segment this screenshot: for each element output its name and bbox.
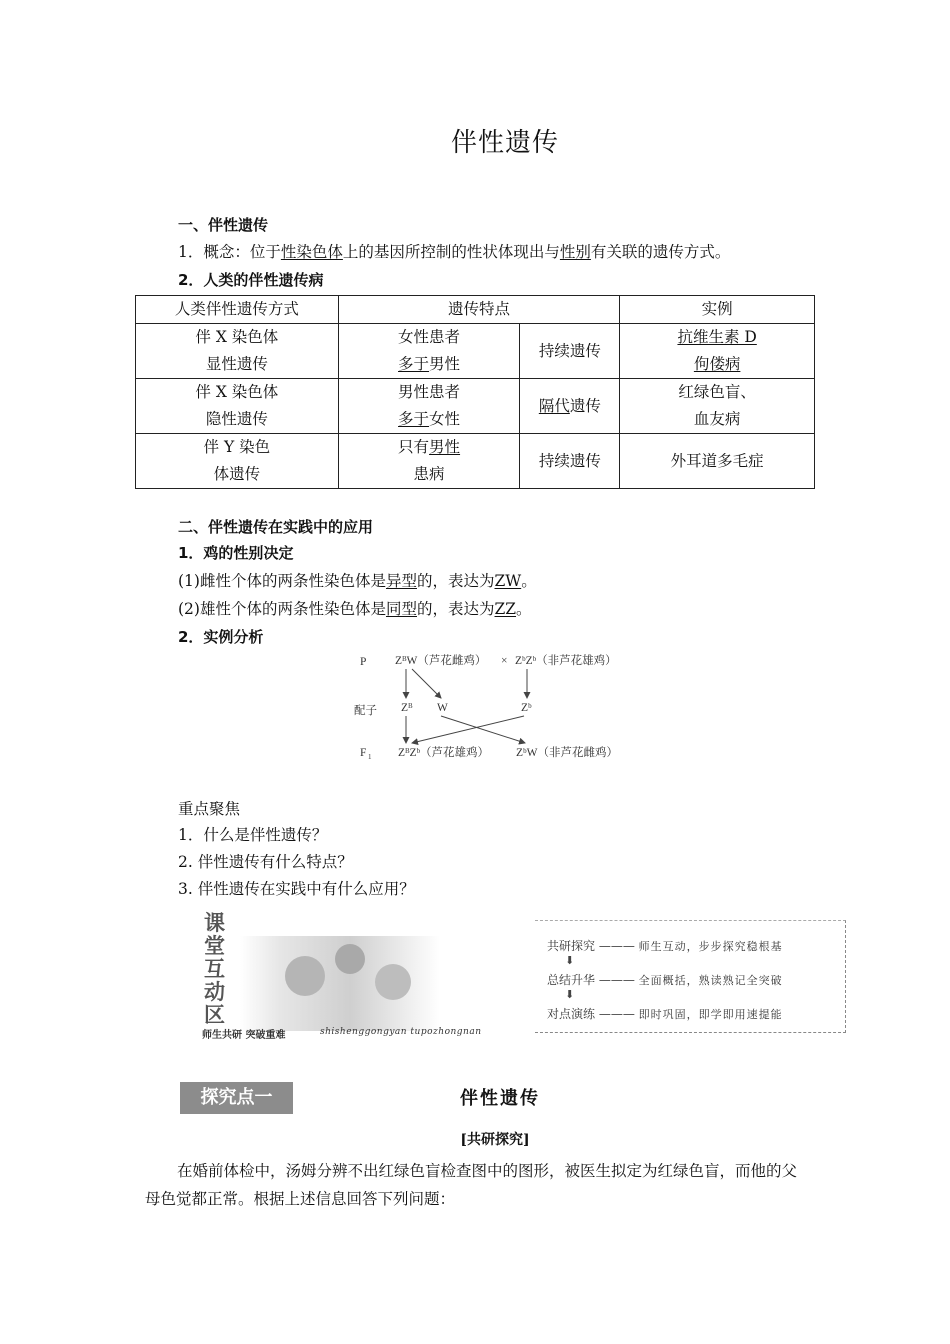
gamete-w: W <box>437 702 448 714</box>
table-cell-feature: 只有男性 患病 <box>338 434 520 489</box>
photo-figure <box>335 944 365 974</box>
cross-label-f: F <box>360 747 367 759</box>
header-mode: 人类伴性遗传方式 <box>136 296 339 324</box>
arrow-line <box>441 716 525 743</box>
subheading-example: 2．实例分析 <box>178 628 264 646</box>
banner-caption: 师生共研 突破重难 <box>202 1030 286 1041</box>
focus-label: 重点聚焦 <box>178 800 241 818</box>
table-row <box>136 379 815 434</box>
focus-question: 2. 伴性遗传有什么特点？ <box>178 853 353 871</box>
cross-label-gamete: 配子 <box>354 705 377 717</box>
photo-figure <box>285 956 325 996</box>
arrow-line <box>412 716 524 743</box>
cross-label-p: P <box>360 656 367 668</box>
table-header-row <box>136 296 815 324</box>
explore-point-title: 伴性遗传 <box>460 1088 540 1109</box>
vertical-title: 课 堂 互 动 区 <box>204 911 225 1027</box>
female-line: (1)雌性个体的两条性染色体是异型的，表达为ZW。 <box>178 572 537 590</box>
cross-times: × <box>501 655 508 667</box>
section-2-heading: 二、伴性遗传在实践中的应用 <box>178 518 374 536</box>
classroom-photo <box>240 936 440 1031</box>
steps-box <box>535 920 846 1033</box>
subheading-human-diseases: 2．人类的伴性遗传病 <box>178 271 324 289</box>
focus-question: 3. 伴性遗传在实践中有什么应用？ <box>178 880 415 898</box>
joint-research-label: [共研探究] <box>460 1132 530 1148</box>
f1-subscript: 1 <box>368 753 372 761</box>
gamete-zb-upper: Zᴮ <box>401 702 413 714</box>
table-cell-feature2: 持续遗传 <box>520 324 620 379</box>
page-title: 伴性遗传 <box>450 128 559 158</box>
header-features: 遗传特点 <box>338 296 620 324</box>
table-row <box>136 434 815 489</box>
subheading-chicken: 1．鸡的性别决定 <box>178 544 294 562</box>
banner-pinyin: shishenggongyan tupozhongnan <box>320 1027 482 1037</box>
step-row: 共研探究 ——— 师生互动，步步探究稳根基 <box>547 939 783 953</box>
offspring-female: ZᵇW（非芦花雌鸡） <box>516 747 618 759</box>
parent-female: ZᴮW（芦花雌鸡） <box>395 655 487 667</box>
arrow-down-icon: ⬇ <box>565 988 575 1001</box>
classroom-banner <box>180 911 848 1041</box>
step-row: 总结升华 ——— 全面概括，熟读熟记全突破 <box>547 973 783 987</box>
focus-question: 1．什么是伴性遗传？ <box>178 826 328 844</box>
table-cell-example: 抗维生素 D 佝偻病 <box>620 324 815 379</box>
table-cell-mode: 伴 X 染色体 隐性遗传 <box>136 379 339 434</box>
step-row: 对点演练 ——— 即时巩固，即学即用速提能 <box>547 1007 783 1021</box>
photo-figure <box>375 964 411 1000</box>
table-row <box>136 324 815 379</box>
section-1-heading: 一、伴性遗传 <box>178 216 269 234</box>
parent-male: ZᵇZᵇ（非芦花雄鸡） <box>515 655 617 667</box>
question-paragraph: 在婚前体检中，汤姆分辨不出红绿色盲检查图中的图形，被医生拟定为红绿色盲，而他的父母色觉都正常。根据上述信息回答下列问题： <box>145 1162 798 1208</box>
table-cell-example: 外耳道多毛症 <box>620 434 815 489</box>
header-examples: 实例 <box>620 296 815 324</box>
cross-diagram <box>340 648 640 768</box>
table-cell-feature: 女性患者 多于男性 <box>338 324 520 379</box>
arrow-line <box>412 669 441 698</box>
table-cell-feature2: 持续遗传 <box>520 434 620 489</box>
explore-point-tag: 探究点一 <box>180 1082 293 1114</box>
offspring-male: ZᴮZᵇ（芦花雄鸡） <box>398 747 490 759</box>
gamete-zb-lower: Zᵇ <box>521 702 532 714</box>
table-cell-example: 红绿色盲、 血友病 <box>620 379 815 434</box>
arrow-down-icon: ⬇ <box>565 954 575 967</box>
inheritance-table <box>135 295 815 489</box>
male-line: (2)雄性个体的两条性染色体是同型的，表达为ZZ。 <box>178 600 532 618</box>
concept-line: 1．概念：位于性染色体上的基因所控制的性状体现出与性别有关联的遗传方式。 <box>178 243 731 261</box>
table-cell-mode: 伴 X 染色体 显性遗传 <box>136 324 339 379</box>
table-cell-feature: 男性患者 多于女性 <box>338 379 520 434</box>
table-cell-mode: 伴 Y 染色 体遗传 <box>136 434 339 489</box>
table-cell-feature2: 隔代遗传 <box>520 379 620 434</box>
